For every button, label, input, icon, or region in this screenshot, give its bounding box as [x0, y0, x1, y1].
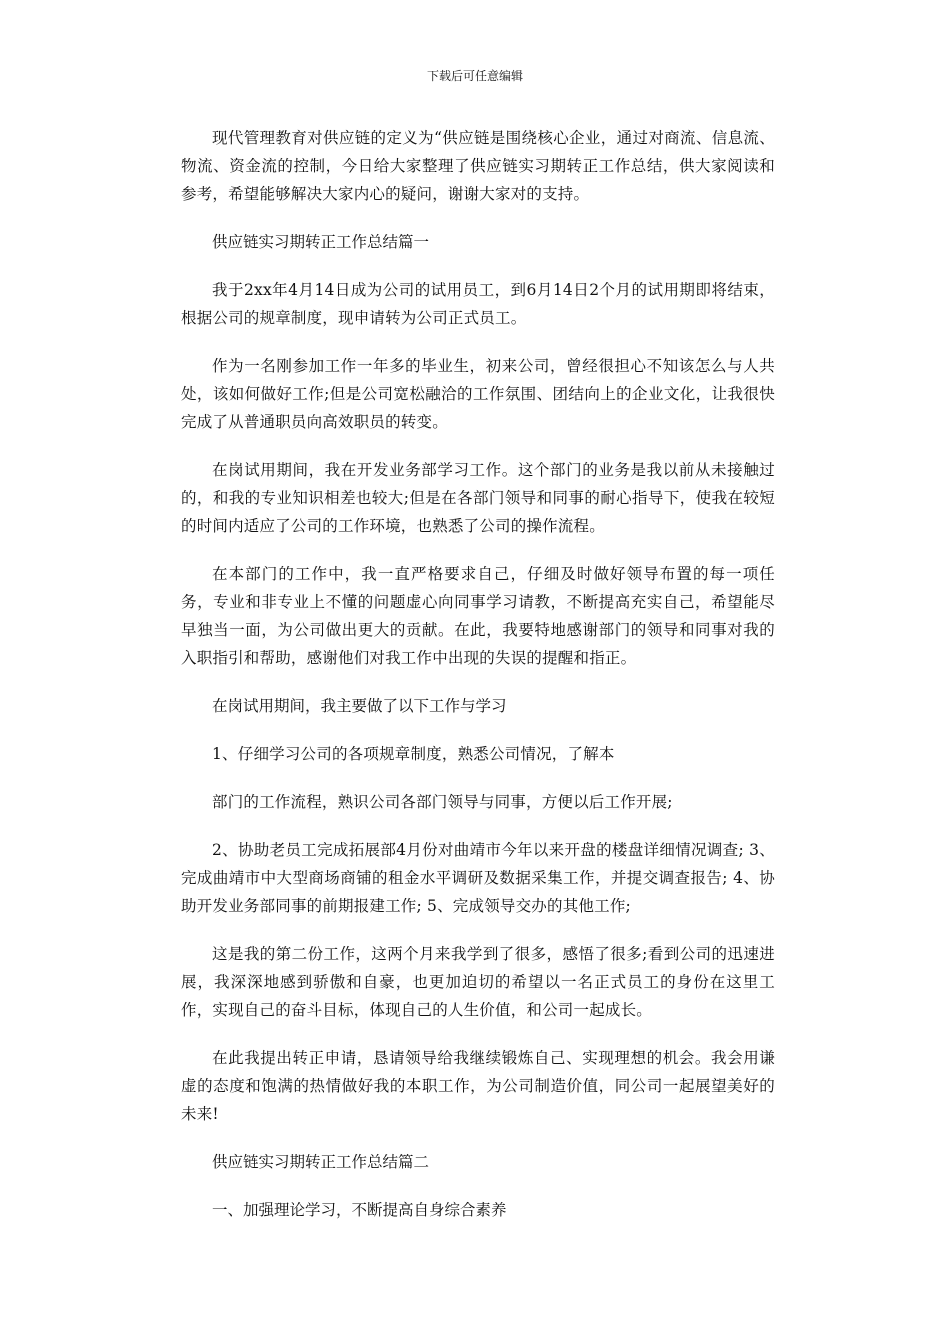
- page-header: 下载后可任意编辑: [426, 69, 523, 83]
- list-item: 2、协助老员工完成拓展部4月份对曲靖市今年以来开盘的楼盘详细情况调查; 3、完成曲靖市中大型商场商铺的租金水平调研及数据采集工作，并提交调查报告; 4、协助开发业务部同事的前期报建工作; 5、完成领导交办的其他工作;: [181, 841, 775, 915]
- body-paragraph: 在岗试用期间，我在开发业务部学习工作。这个部门的业务是我以前从未接触过的，和我的专业知识相差也较大;但是在各部门领导和同事的耐心指导下，使我在较短的时间内适应了公司的工作环境，也熟悉了公司的操作流程。: [181, 461, 775, 535]
- list-item: 1、仔细学习公司的各项规章制度，熟悉公司情况，了解本: [212, 745, 615, 763]
- body-paragraph: 在本部门的工作中，我一直严格要求自己，仔细及时做好领导布置的每一项任务，专业和非专业上不懂的问题虚心向同事学习请教，不断提高充实自己，希望能尽早独当一面，为公司做出更大的贡献。在此，我要特地感谢部门的领导和同事对我的入职指引和帮助，感谢他们对我工作中出现的失误的提醒和指正。: [181, 565, 775, 667]
- document-body: [181, 124, 775, 1244]
- subheading: 一、加强理论学习，不断提高自身综合素养: [212, 1201, 507, 1219]
- intro-paragraph: 现代管理教育对供应链的定义为“供应链是围绕核心企业，通过对商流、信息流、物流、资金流的控制，今日给大家整理了供应链实习期转正工作总结，供大家阅读和参考，希望能够解决大家内心的疑问，谢谢大家对的支持。: [181, 129, 775, 203]
- body-paragraph: 我于2xx年4月14日成为公司的试用员工，到6月14日2个月的试用期即将结束，根据公司的规章制度，现申请转为公司正式员工。: [181, 281, 775, 327]
- body-paragraph: 作为一名刚参加工作一年多的毕业生，初来公司，曾经很担心不知该怎么与人共处，该如何做好工作;但是公司宽松融洽的工作氛围、团结向上的企业文化，让我很快完成了从普通职员向高效职员的转变。: [181, 357, 775, 431]
- subheading: 在岗试用期间，我主要做了以下工作与学习: [212, 697, 507, 715]
- section-title-2: 供应链实习期转正工作总结篇二: [212, 1153, 430, 1171]
- body-paragraph: 这是我的第二份工作，这两个月来我学到了很多，感悟了很多;看到公司的迅速进展，我深深地感到骄傲和自豪，也更加迫切的希望以一名正式员工的身份在这里工作，实现自己的奋斗目标，体现自己的人生价值，和公司一起成长。: [181, 945, 775, 1019]
- section-title-1: 供应链实习期转正工作总结篇一: [212, 233, 430, 251]
- body-paragraph: 在此我提出转正申请，恳请领导给我继续锻炼自己、实现理想的机会。我会用谦虚的态度和饱满的热情做好我的本职工作，为公司制造价值，同公司一起展望美好的未来!: [181, 1049, 775, 1123]
- list-item-continuation: 部门的工作流程，熟识公司各部门领导与同事，方便以后工作开展;: [212, 793, 673, 811]
